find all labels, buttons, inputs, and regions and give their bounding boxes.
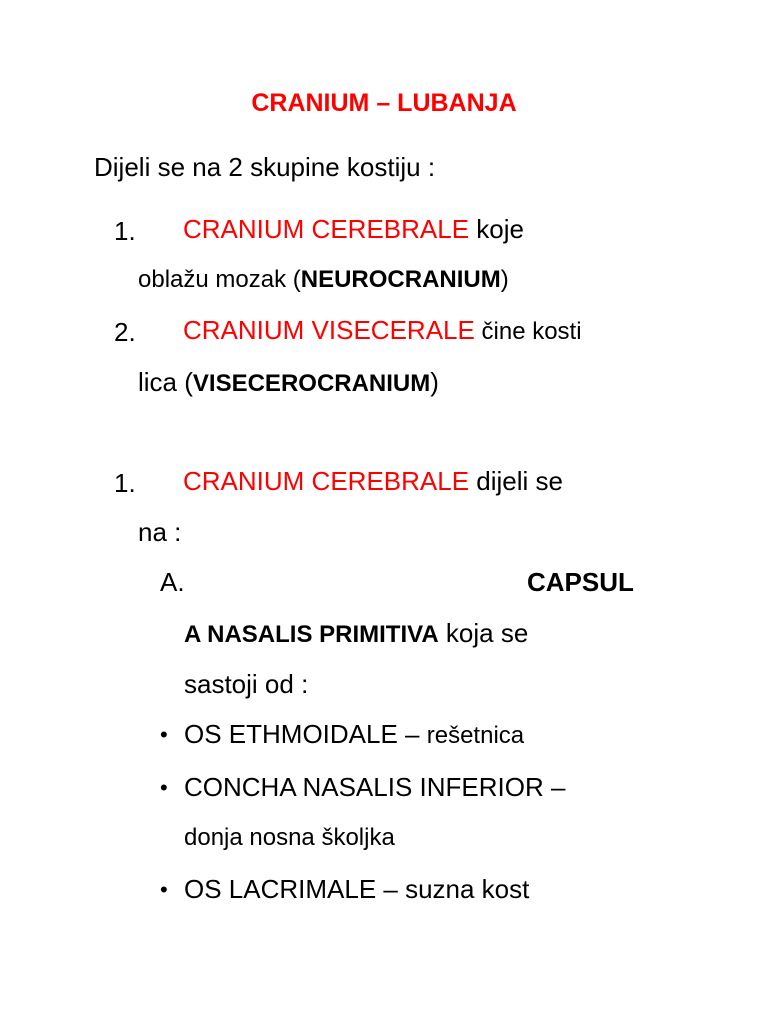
sub-item-line2 xyxy=(184,620,528,647)
list-item-1-line1 xyxy=(183,216,524,242)
bullet-3-glyph: • xyxy=(160,877,168,902)
sub-item-line3: sastoji od : xyxy=(184,669,309,699)
bullet-2-glyph: • xyxy=(160,775,168,800)
bullet-3-text xyxy=(184,876,529,902)
list-item-2-term: CRANIUM VISECERALE xyxy=(183,315,475,345)
sub-item-bold-part2: A NASALIS PRIMITIVA xyxy=(184,621,439,648)
bullet-1-main: OS ETHMOIDALE – xyxy=(184,719,427,749)
bullet-3-desc: suzna kost xyxy=(405,874,530,904)
section-1-number: 1. xyxy=(114,468,136,498)
section-1-line2: na : xyxy=(138,517,182,547)
list-item-1-line2 xyxy=(138,268,509,292)
list-item-2-number: 2. xyxy=(114,317,136,347)
bullet-1-desc: rešetnica xyxy=(426,722,525,749)
list-item-1-neurocranium: NEUROCRANIUM xyxy=(300,266,501,293)
list-item-1-term: CRANIUM CEREBRALE xyxy=(183,214,470,244)
sub-item-letter: A. xyxy=(160,567,185,597)
list-item-2-line2 xyxy=(138,369,439,396)
list-item-1-line2-pre: oblažu mozak ( xyxy=(138,266,301,293)
bullet-1-text xyxy=(184,721,524,748)
bullet-3-main: OS LACRIMALE – xyxy=(184,874,406,904)
bullet-1-glyph: • xyxy=(160,722,168,747)
sub-item-bold-part1: CAPSUL xyxy=(527,567,634,597)
list-item-1-line2-post: ) xyxy=(500,266,509,293)
list-item-1-after-term: koje xyxy=(469,214,524,244)
list-item-1-number: 1. xyxy=(114,216,136,246)
list-item-2-viscerocranium: VISECEROCRANIUM xyxy=(192,370,431,397)
bullet-2-desc: donja nosna školjka xyxy=(184,824,395,851)
bullet-2-main: CONCHA NASALIS INFERIOR – xyxy=(184,772,566,802)
section-1-line1 xyxy=(183,468,563,494)
page-title: CRANIUM – LUBANJA xyxy=(251,89,517,117)
intro-text: Dijeli se na 2 skupine kostiju : xyxy=(94,152,436,182)
list-item-2-after-term: čine kosti xyxy=(474,318,582,345)
section-1-after-term: dijeli se xyxy=(469,466,563,496)
section-1-term: CRANIUM CEREBRALE xyxy=(183,466,470,496)
list-item-2-line2-pre: lica ( xyxy=(138,367,193,397)
list-item-2-line1 xyxy=(183,317,582,344)
sub-item-after-bold: koja se xyxy=(438,618,529,648)
list-item-2-line2-post: ) xyxy=(430,367,439,397)
